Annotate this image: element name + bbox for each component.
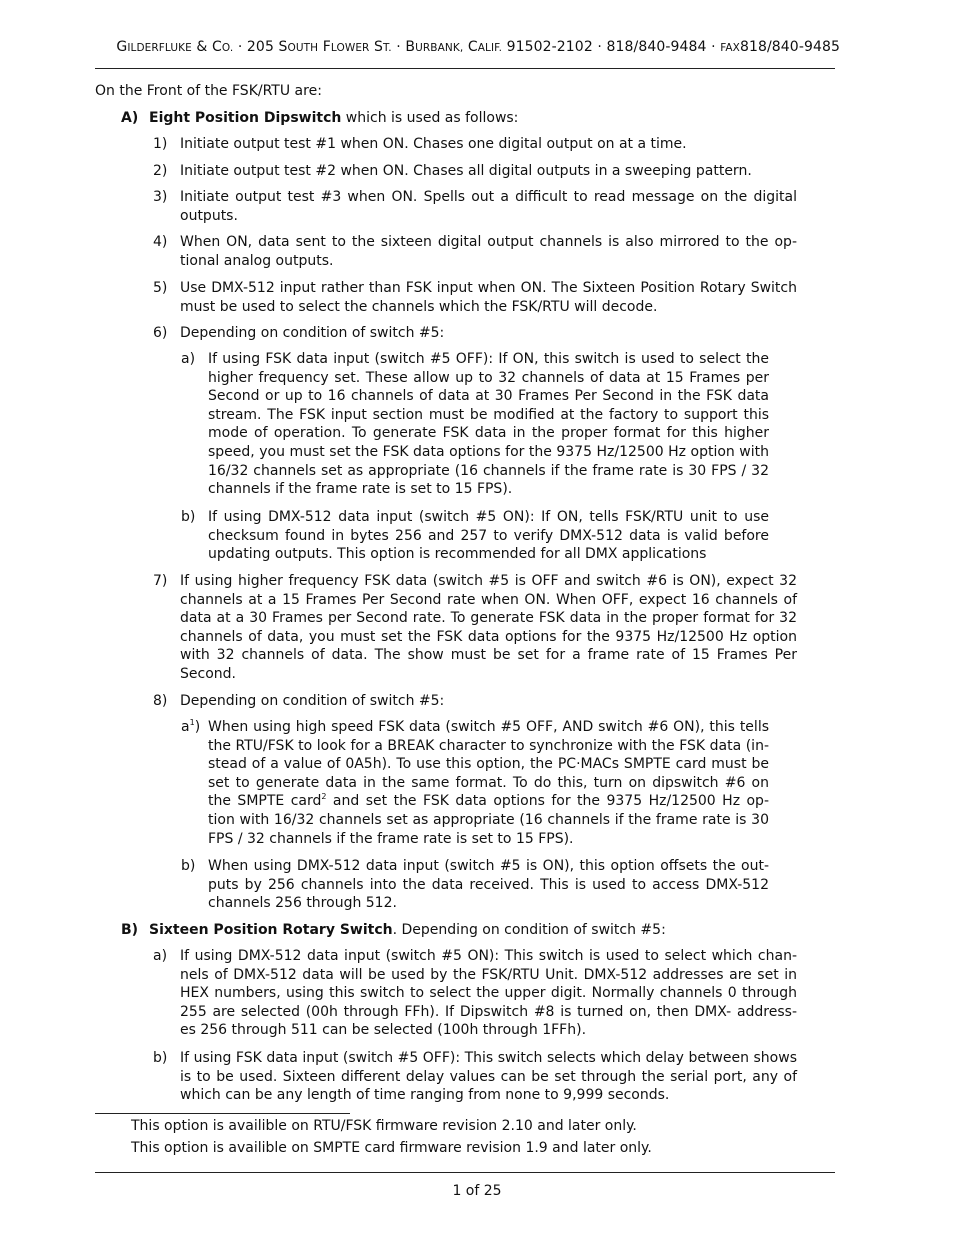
header-divider bbox=[95, 68, 835, 69]
footer-divider bbox=[95, 1172, 835, 1173]
item-number: 2) bbox=[153, 163, 168, 179]
header-text: & C bbox=[196, 39, 222, 55]
list-item bbox=[153, 233, 797, 270]
section-a-heading bbox=[121, 109, 801, 128]
header-text: LOWER bbox=[330, 42, 370, 54]
list-item bbox=[153, 324, 797, 343]
item-text: Initiate output test #2 when ON. Chases all digital outputs in a sweeping pattern. bbox=[180, 163, 752, 179]
sub-item bbox=[181, 857, 769, 913]
section-title: Sixteen Position Rotary Switch bbox=[149, 922, 393, 938]
sub-item-letter: a) bbox=[153, 948, 168, 964]
header-text: S bbox=[374, 39, 384, 55]
item-number: 4) bbox=[153, 234, 168, 250]
sub-item-text: If using DMX-512 data input (switch #5 ON): If ON, tells FSK/RTU unit to use checksum found in bytes 256 and 257 to verify DMX-512 data is valid before updating outputs. This option is recommended for all DMX applications bbox=[208, 509, 769, 563]
section-rest: which is used as follows: bbox=[341, 110, 519, 126]
header-text: 818/840-9485 bbox=[739, 39, 840, 55]
sub-item-letter-char: a bbox=[181, 719, 190, 735]
intro-text: On the Front of the FSK/RTU are: bbox=[95, 83, 322, 99]
sub-item bbox=[153, 947, 797, 1040]
item-text: If using higher frequency FSK data (switch #5 is OFF and switch #6 is ON), expect 32 channels at a 15 Frames Per Second rate when ON. When OFF, expect 16 channels of data at a 30 Frames per Second rate. To generate FSK data in the proper format for 32 channels of data, you must set the FSK data options for the 9375 Hz/12500 Hz option with 32 channels of data. The show must be set for a frame rate of 15 Frames Per Second. bbox=[180, 573, 797, 682]
header-text: G bbox=[116, 39, 128, 55]
header-text: T. bbox=[383, 42, 392, 54]
header-text: · 205 S bbox=[237, 39, 288, 55]
section-tag: B) bbox=[121, 922, 139, 938]
header-text: URBANK, bbox=[415, 42, 464, 54]
item-text: Depending on condition of switch #5: bbox=[180, 325, 445, 341]
header-text: OUTH bbox=[287, 42, 319, 54]
sub-item-text: If using FSK data input (switch #5 OFF): This switch selects which delay between shows is to be used. Sixteen different delay values can be set through the serial port, any of which can be any length of time ranging from none to 9,999 seconds. bbox=[180, 1050, 797, 1104]
section-tag: A) bbox=[121, 110, 139, 126]
item-number: 6) bbox=[153, 325, 168, 341]
sub-item bbox=[181, 350, 769, 499]
list-item bbox=[153, 135, 797, 154]
section-rest: . Depending on condition of switch #5: bbox=[392, 922, 666, 938]
section-title: Eight Position Dipswitch bbox=[149, 110, 342, 126]
header-text: 91502-2102 · 818/840-9484 · bbox=[506, 39, 716, 55]
sub-item-letter bbox=[181, 718, 200, 737]
header-text: FAX bbox=[720, 42, 740, 54]
sub-item-text: If using FSK data input (switch #5 OFF): If ON, this switch is used to select the higher frequency set. These allow up to 32 channels of data at 15 Frames per Second or up to 16 channels of data at 30 Frames Per Second in the FSK data stream. The FSK input section must be modified at the factory to support this mode of operation. To generate FSK data in the proper format for this higher speed, you must set the FSK data options for the 9375 Hz/12500 Hz option with 16/32 channels set as appropriate (16 channels if the frame rate is 30 FPS / 32 channels if the frame rate is set to 15 FPS). bbox=[208, 351, 769, 498]
sub-item-text: and set the FSK data options for the 9375 Hz/12500 Hz op- tion with 16/32 channels set as appropriate (16 channels if the frame rate is 30 FPS / 32 channels if the frame rate is set to 15 FPS). bbox=[208, 793, 769, 847]
section-b-heading bbox=[121, 921, 801, 940]
item-number: 1) bbox=[153, 136, 168, 152]
list-item bbox=[153, 188, 797, 225]
sub-item-text: If using DMX-512 data input (switch #5 ON): This switch is used to select which chan- nels of DMX-512 data will be used by the FSK/RTU Unit. DMX-512 addresses are set in HEX numbers, using this switch to select the upper digit. Normally channels 0 through 255 are selected (00h through FFh). If Dipswitch #8 is turned on, then DMX- address- es 256 through 511 can be selected (100h through 1FFh). bbox=[180, 948, 797, 1039]
footnote: This option is availible on SMPTE card firmware revision 1.9 and later only. bbox=[131, 1140, 652, 1156]
header-text: C bbox=[467, 39, 478, 55]
item-number: 3) bbox=[153, 189, 168, 205]
header-text: · B bbox=[396, 39, 416, 55]
footnote: This option is availible on RTU/FSK firmware revision 2.10 and later only. bbox=[131, 1118, 637, 1134]
item-text: Use DMX-512 input rather than FSK input when ON. The Sixteen Position Rotary Switch must be used to select the channels which the FSK/RTU will decode. bbox=[180, 280, 797, 315]
footnote-divider bbox=[95, 1113, 350, 1114]
item-number: 5) bbox=[153, 280, 168, 296]
sub-item bbox=[153, 1049, 797, 1105]
sub-item-letter: b) bbox=[153, 1050, 168, 1066]
item-number: 7) bbox=[153, 573, 168, 589]
sub-item-letter: b) bbox=[181, 509, 196, 525]
item-text: Initiate output test #3 when ON. Spells out a difficult to read message on the digital outputs. bbox=[180, 189, 797, 224]
header-text: ALIF. bbox=[477, 42, 503, 54]
sub-item bbox=[181, 718, 769, 848]
header-text: O. bbox=[221, 42, 234, 54]
sub-item-letter: a) bbox=[181, 351, 196, 367]
list-item bbox=[153, 279, 797, 316]
sub-item-letter: b) bbox=[181, 858, 196, 874]
letterhead bbox=[116, 39, 840, 55]
item-number: 8) bbox=[153, 693, 168, 709]
list-item bbox=[153, 692, 797, 711]
footnote-ref: 1 bbox=[189, 718, 195, 727]
sub-item bbox=[181, 508, 769, 564]
sub-item-text: When using high speed FSK data (switch #5 OFF, AND switch #6 ON), this tells the RTU/FSK to look for a BREAK character to synchronize with the FSK data (in- stead of a value of 0A5h). To use this option, the PC·MACs SMPTE card must be set to generate data in the same format. To do this, turn on dipswitch #6 on the SMPTE card bbox=[208, 719, 769, 810]
list-item bbox=[153, 162, 797, 181]
item-text: Initiate output test #1 when ON. Chases one digital output on at a time. bbox=[180, 136, 687, 152]
item-text: When ON, data sent to the sixteen digital output channels is also mirrored to the op- tional analog outputs. bbox=[180, 234, 797, 269]
sub-item-text: When using DMX-512 data input (switch #5 is ON), this option offsets the out- puts by 256 channels into the data received. This is used to access DMX-512 channels 256 through 512. bbox=[208, 858, 769, 912]
list-item bbox=[153, 572, 797, 684]
page-number: 1 of 25 bbox=[452, 1183, 502, 1199]
footnote-ref: 2 bbox=[321, 792, 327, 802]
header-text: F bbox=[322, 39, 331, 55]
header-text: ILDERFLUKE bbox=[127, 42, 192, 54]
sub-item-letter-paren: ) bbox=[194, 719, 201, 735]
item-text: Depending on condition of switch #5: bbox=[180, 693, 445, 709]
